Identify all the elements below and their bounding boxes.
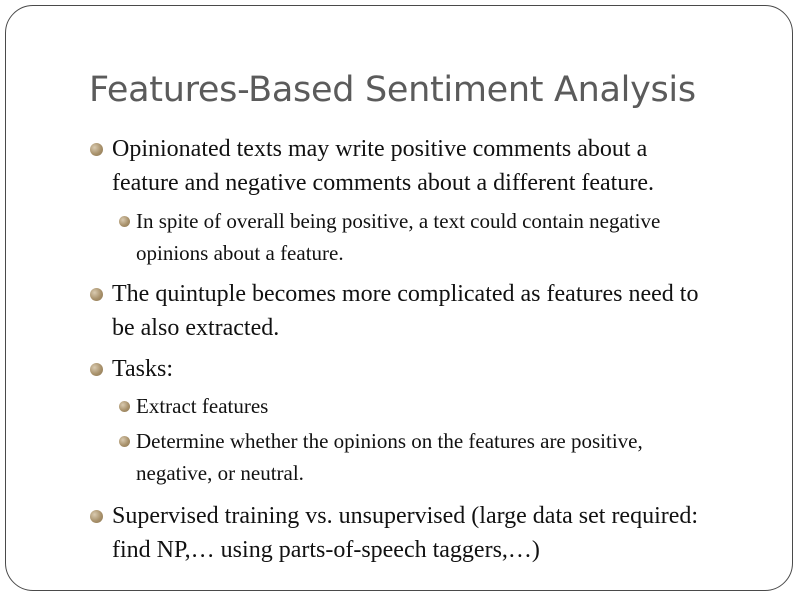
bullet-item xyxy=(112,352,173,386)
sub-bullet-item xyxy=(136,205,660,269)
bullet-icon xyxy=(90,143,103,156)
bullet-item xyxy=(112,499,698,567)
bullet-item xyxy=(112,277,698,345)
sub-bullet-line: Determine whether the opinions on the features are positive, xyxy=(136,429,643,453)
sub-bullet-line: In spite of overall being positive, a text could contain negative xyxy=(136,209,661,233)
bullet-line: Opinionated texts may write positive comments about a xyxy=(112,136,648,162)
bullet-item xyxy=(112,132,654,200)
bullet-icon xyxy=(90,363,103,376)
sub-bullet-line: opinions about a feature. xyxy=(136,241,344,265)
bullet-line: The quintuple becomes more complicated as features need to xyxy=(112,281,699,307)
sub-bullet-item xyxy=(136,425,643,489)
sub-bullet-line: negative, or neutral. xyxy=(136,461,304,485)
bullet-line: find NP,… using parts-of-speech taggers,…) xyxy=(112,537,540,563)
sub-bullet-icon xyxy=(119,436,130,447)
bullet-line: be also extracted. xyxy=(112,315,280,341)
sub-bullet-item xyxy=(136,390,268,422)
bullet-icon xyxy=(90,510,103,523)
bullet-line: Supervised training vs. unsupervised (large data set required: xyxy=(112,503,699,529)
sub-bullet-icon xyxy=(119,216,130,227)
sub-bullet-icon xyxy=(119,401,130,412)
bullet-line: feature and negative comments about a different feature. xyxy=(112,170,654,196)
sub-bullet-line: Extract features xyxy=(136,394,269,418)
slide-title: Features-Based Sentiment Analysis xyxy=(89,70,696,110)
bullet-icon xyxy=(90,288,103,301)
bullet-line: Tasks: xyxy=(112,356,173,382)
